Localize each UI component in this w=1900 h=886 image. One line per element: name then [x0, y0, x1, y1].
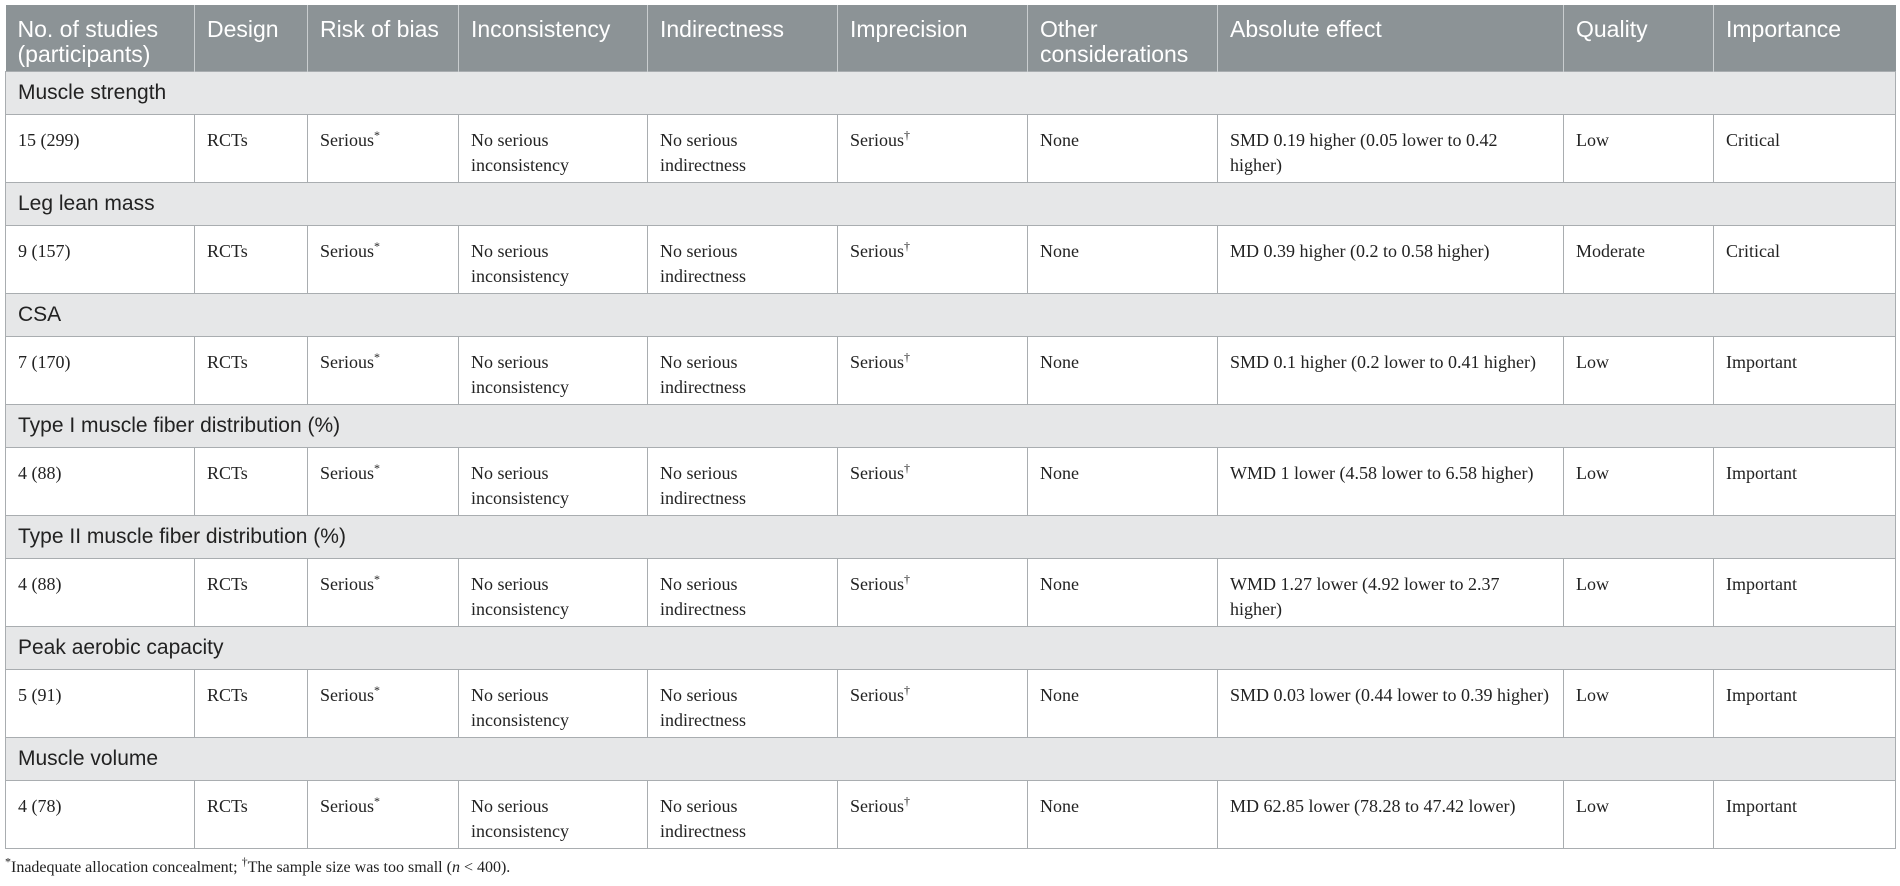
cell-importance-text: Important: [1726, 352, 1797, 372]
cell-inconsistency: [459, 559, 648, 627]
cell-importance-text: Critical: [1726, 241, 1780, 261]
cell-design: [195, 337, 308, 405]
cell-risk-of-bias-footnote-mark: *: [374, 350, 380, 364]
table-footnote: [5, 854, 1895, 877]
cell-risk-of-bias: [308, 559, 459, 627]
cell-absolute-effect: [1218, 559, 1564, 627]
outcome-group-row: [6, 627, 1896, 670]
cell-absolute-effect: [1218, 670, 1564, 738]
cell-importance-text: Critical: [1726, 130, 1780, 150]
cell-studies-text: 7 (170): [18, 352, 71, 372]
cell-imprecision-text: Serious: [850, 685, 904, 705]
cell-imprecision: [838, 448, 1028, 516]
cell-imprecision: [838, 115, 1028, 183]
cell-other-considerations-text: None: [1040, 130, 1079, 150]
footnote-asterisk: *: [5, 854, 11, 869]
cell-studies: [6, 226, 195, 294]
cell-absolute-effect: [1218, 448, 1564, 516]
cell-other-considerations-text: None: [1040, 685, 1079, 705]
cell-studies-text: 9 (157): [18, 241, 71, 261]
cell-inconsistency-text: No serious inconsistency: [471, 352, 569, 397]
cell-design: [195, 226, 308, 294]
cell-quality-text: Low: [1576, 463, 1609, 483]
cell-indirectness: [648, 559, 838, 627]
cell-quality-text: Low: [1576, 574, 1609, 594]
footnote-text-2: The sample size was too small (: [247, 859, 452, 876]
cell-imprecision: [838, 781, 1028, 849]
cell-indirectness-text: No serious indirectness: [660, 130, 746, 175]
header-indirectness: Indirectness: [648, 5, 838, 72]
cell-risk-of-bias: [308, 337, 459, 405]
cell-indirectness: [648, 337, 838, 405]
cell-imprecision-text: Serious: [850, 241, 904, 261]
table-row: [6, 670, 1896, 738]
cell-design: [195, 448, 308, 516]
cell-studies: [6, 559, 195, 627]
cell-inconsistency: [459, 448, 648, 516]
cell-indirectness: [648, 670, 838, 738]
cell-design-text: RCTs: [207, 241, 248, 261]
cell-studies-text: 4 (78): [18, 796, 62, 816]
header-inconsistency: Inconsistency: [459, 5, 648, 72]
cell-quality: [1564, 448, 1714, 516]
cell-imprecision-footnote-mark: †: [904, 572, 910, 586]
cell-inconsistency-text: No serious inconsistency: [471, 574, 569, 619]
table-body: [6, 72, 1896, 849]
cell-design-text: RCTs: [207, 463, 248, 483]
cell-inconsistency: [459, 781, 648, 849]
footnote-n-variable: n: [451, 859, 460, 876]
cell-imprecision-footnote-mark: †: [904, 794, 910, 808]
cell-risk-of-bias-footnote-mark: *: [374, 794, 380, 808]
cell-quality-text: Low: [1576, 796, 1609, 816]
outcome-title: Leg lean mass: [6, 183, 1896, 226]
cell-inconsistency-text: No serious inconsistency: [471, 463, 569, 508]
cell-indirectness-text: No serious indirectness: [660, 241, 746, 286]
cell-importance: [1714, 115, 1896, 183]
table-row: [6, 448, 1896, 516]
cell-quality-text: Low: [1576, 685, 1609, 705]
footnote-text-3: < 400).: [459, 859, 511, 876]
outcome-group-row: [6, 405, 1896, 448]
cell-studies: [6, 448, 195, 516]
header-absolute-effect: Absolute effect: [1218, 5, 1564, 72]
header-other-considerations: Other considerations: [1028, 5, 1218, 72]
cell-quality-text: Low: [1576, 352, 1609, 372]
cell-risk-of-bias: [308, 781, 459, 849]
cell-other-considerations: [1028, 670, 1218, 738]
cell-design: [195, 559, 308, 627]
cell-importance: [1714, 559, 1896, 627]
table-row: [6, 781, 1896, 849]
cell-inconsistency: [459, 226, 648, 294]
header-risk-of-bias: Risk of bias: [308, 5, 459, 72]
cell-studies: [6, 337, 195, 405]
cell-risk-of-bias-text: Serious: [320, 241, 374, 261]
cell-design-text: RCTs: [207, 352, 248, 372]
cell-absolute-effect: [1218, 226, 1564, 294]
cell-absolute-effect-text: MD 0.39 higher (0.2 to 0.58 higher): [1230, 241, 1490, 261]
header-quality: Quality: [1564, 5, 1714, 72]
cell-quality: [1564, 670, 1714, 738]
cell-inconsistency: [459, 115, 648, 183]
cell-importance-text: Important: [1726, 463, 1797, 483]
cell-other-considerations-text: None: [1040, 241, 1079, 261]
cell-importance: [1714, 448, 1896, 516]
outcome-title: Type I muscle fiber distribution (%): [6, 405, 1896, 448]
cell-imprecision-footnote-mark: †: [904, 350, 910, 364]
cell-absolute-effect: [1218, 115, 1564, 183]
cell-risk-of-bias: [308, 226, 459, 294]
cell-indirectness-text: No serious indirectness: [660, 574, 746, 619]
cell-risk-of-bias-footnote-mark: *: [374, 239, 380, 253]
table-row: [6, 337, 1896, 405]
outcome-title: Peak aerobic capacity: [6, 627, 1896, 670]
cell-design-text: RCTs: [207, 130, 248, 150]
cell-risk-of-bias-text: Serious: [320, 463, 374, 483]
cell-design-text: RCTs: [207, 574, 248, 594]
cell-importance-text: Important: [1726, 574, 1797, 594]
cell-design: [195, 670, 308, 738]
cell-imprecision-text: Serious: [850, 463, 904, 483]
cell-risk-of-bias-footnote-mark: *: [374, 572, 380, 586]
header-row: [6, 5, 1896, 72]
outcome-title: Muscle strength: [6, 72, 1896, 115]
cell-importance: [1714, 337, 1896, 405]
cell-studies-text: 4 (88): [18, 574, 62, 594]
cell-risk-of-bias-text: Serious: [320, 685, 374, 705]
cell-inconsistency: [459, 670, 648, 738]
cell-imprecision-footnote-mark: †: [904, 683, 910, 697]
cell-quality: [1564, 337, 1714, 405]
cell-quality: [1564, 781, 1714, 849]
cell-studies: [6, 670, 195, 738]
cell-absolute-effect-text: MD 62.85 lower (78.28 to 47.42 lower): [1230, 796, 1516, 816]
cell-other-considerations-text: None: [1040, 796, 1079, 816]
cell-other-considerations: [1028, 448, 1218, 516]
header-importance: Importance: [1714, 5, 1896, 72]
cell-risk-of-bias-text: Serious: [320, 352, 374, 372]
cell-risk-of-bias-footnote-mark: *: [374, 128, 380, 142]
cell-quality-text: Moderate: [1576, 241, 1645, 261]
cell-inconsistency-text: No serious inconsistency: [471, 241, 569, 286]
cell-other-considerations: [1028, 115, 1218, 183]
cell-risk-of-bias-text: Serious: [320, 796, 374, 816]
cell-design-text: RCTs: [207, 685, 248, 705]
cell-risk-of-bias: [308, 115, 459, 183]
cell-imprecision-footnote-mark: †: [904, 128, 910, 142]
cell-other-considerations: [1028, 337, 1218, 405]
grade-evidence-table-container: [5, 5, 1895, 877]
footnote-dagger: †: [241, 854, 248, 869]
cell-imprecision: [838, 670, 1028, 738]
header-imprecision: Imprecision: [838, 5, 1028, 72]
cell-design-text: RCTs: [207, 796, 248, 816]
cell-indirectness-text: No serious indirectness: [660, 685, 746, 730]
cell-other-considerations-text: None: [1040, 574, 1079, 594]
cell-imprecision-text: Serious: [850, 796, 904, 816]
cell-risk-of-bias: [308, 670, 459, 738]
cell-imprecision: [838, 226, 1028, 294]
outcome-group-row: [6, 294, 1896, 337]
cell-indirectness-text: No serious indirectness: [660, 796, 746, 841]
cell-studies-text: 4 (88): [18, 463, 62, 483]
cell-absolute-effect-text: WMD 1 lower (4.58 lower to 6.58 higher): [1230, 463, 1534, 483]
cell-studies: [6, 781, 195, 849]
cell-inconsistency: [459, 337, 648, 405]
cell-importance: [1714, 781, 1896, 849]
cell-studies-text: 5 (91): [18, 685, 62, 705]
cell-indirectness: [648, 115, 838, 183]
cell-imprecision-text: Serious: [850, 574, 904, 594]
outcome-group-row: [6, 516, 1896, 559]
table-row: [6, 226, 1896, 294]
outcome-group-row: [6, 738, 1896, 781]
cell-design: [195, 115, 308, 183]
cell-indirectness: [648, 226, 838, 294]
cell-absolute-effect-text: SMD 0.03 lower (0.44 lower to 0.39 higher): [1230, 685, 1549, 705]
table-row: [6, 115, 1896, 183]
cell-indirectness: [648, 448, 838, 516]
cell-imprecision-text: Serious: [850, 130, 904, 150]
cell-other-considerations-text: None: [1040, 352, 1079, 372]
cell-inconsistency-text: No serious inconsistency: [471, 796, 569, 841]
cell-quality: [1564, 115, 1714, 183]
cell-risk-of-bias-text: Serious: [320, 574, 374, 594]
outcome-title: Type II muscle fiber distribution (%): [6, 516, 1896, 559]
outcome-group-row: [6, 72, 1896, 115]
table-row: [6, 559, 1896, 627]
cell-quality-text: Low: [1576, 130, 1609, 150]
cell-absolute-effect-text: WMD 1.27 lower (4.92 lower to 2.37 higher): [1230, 574, 1500, 619]
cell-imprecision-footnote-mark: †: [904, 239, 910, 253]
cell-risk-of-bias-text: Serious: [320, 130, 374, 150]
cell-indirectness: [648, 781, 838, 849]
cell-design: [195, 781, 308, 849]
cell-absolute-effect-text: SMD 0.19 higher (0.05 lower to 0.42 higher): [1230, 130, 1498, 175]
cell-risk-of-bias-footnote-mark: *: [374, 683, 380, 697]
cell-importance-text: Important: [1726, 796, 1797, 816]
cell-absolute-effect-text: SMD 0.1 higher (0.2 lower to 0.41 higher): [1230, 352, 1536, 372]
cell-indirectness-text: No serious indirectness: [660, 463, 746, 508]
header-studies: No. of studies (participants): [6, 5, 195, 72]
cell-absolute-effect: [1218, 781, 1564, 849]
cell-imprecision-text: Serious: [850, 352, 904, 372]
cell-inconsistency-text: No serious inconsistency: [471, 130, 569, 175]
cell-importance: [1714, 670, 1896, 738]
cell-imprecision: [838, 337, 1028, 405]
outcome-group-row: [6, 183, 1896, 226]
cell-studies: [6, 115, 195, 183]
grade-evidence-table: [5, 5, 1896, 849]
header-design: Design: [195, 5, 308, 72]
cell-imprecision: [838, 559, 1028, 627]
cell-other-considerations: [1028, 226, 1218, 294]
cell-other-considerations: [1028, 559, 1218, 627]
cell-other-considerations-text: None: [1040, 463, 1079, 483]
cell-importance: [1714, 226, 1896, 294]
cell-imprecision-footnote-mark: †: [904, 461, 910, 475]
cell-quality: [1564, 559, 1714, 627]
footnote-text-1: Inadequate allocation concealment;: [11, 859, 242, 876]
cell-importance-text: Important: [1726, 685, 1797, 705]
outcome-title: Muscle volume: [6, 738, 1896, 781]
cell-inconsistency-text: No serious inconsistency: [471, 685, 569, 730]
cell-studies-text: 15 (299): [18, 130, 80, 150]
cell-risk-of-bias: [308, 448, 459, 516]
cell-indirectness-text: No serious indirectness: [660, 352, 746, 397]
cell-other-considerations: [1028, 781, 1218, 849]
cell-absolute-effect: [1218, 337, 1564, 405]
cell-quality: [1564, 226, 1714, 294]
outcome-title: CSA: [6, 294, 1896, 337]
cell-risk-of-bias-footnote-mark: *: [374, 461, 380, 475]
